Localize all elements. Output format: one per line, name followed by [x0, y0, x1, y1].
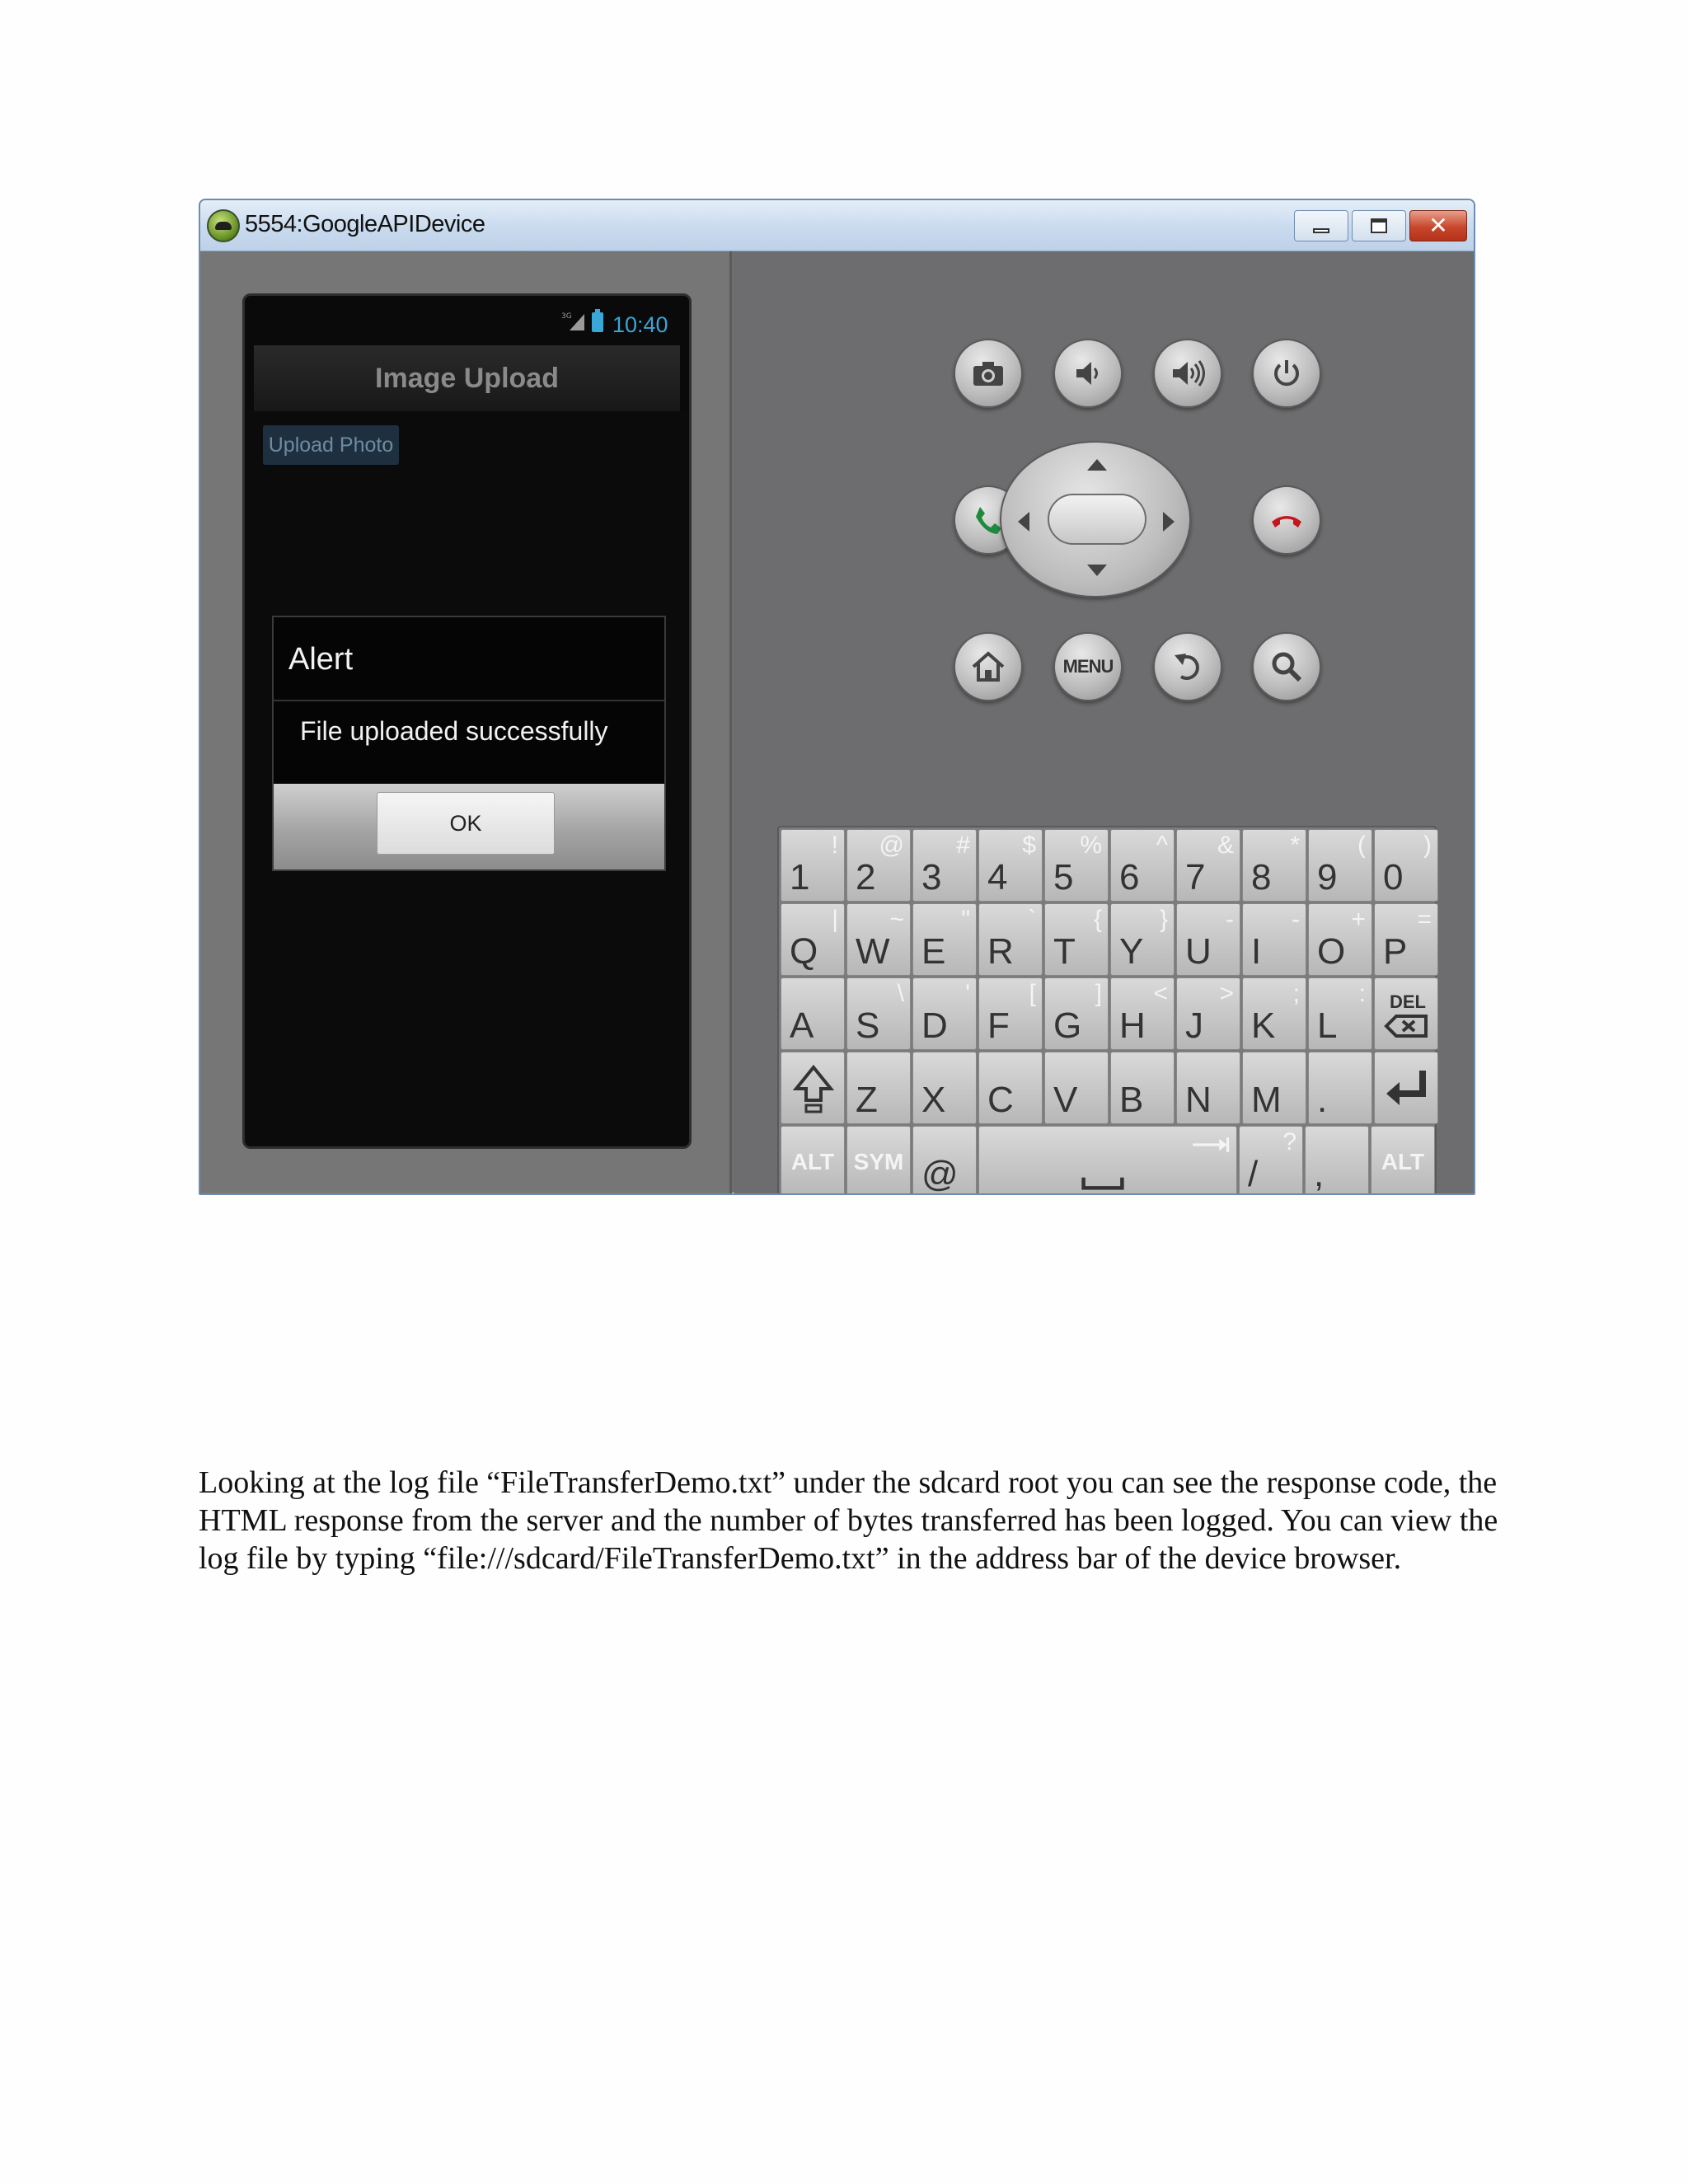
volume-down-button[interactable] [1053, 339, 1123, 408]
key-c[interactable] [978, 1052, 1043, 1124]
key-a[interactable] [781, 977, 845, 1050]
key-y[interactable] [1110, 903, 1175, 976]
minimize-icon [1313, 228, 1329, 233]
key-primary-label: K [1251, 1005, 1276, 1046]
key-j[interactable] [1176, 977, 1240, 1050]
key-primary-label: P [1383, 931, 1408, 972]
window-title: 5554:GoogleAPIDevice [245, 211, 485, 237]
android-app-icon [207, 209, 240, 242]
key-secondary-label: = [1417, 906, 1432, 933]
key-m[interactable] [1242, 1052, 1306, 1124]
device-screen-panel [200, 251, 732, 1193]
key-w[interactable] [846, 903, 911, 976]
key-h[interactable] [1110, 977, 1175, 1050]
key-9[interactable] [1308, 829, 1372, 902]
dpad-up-arrow-icon[interactable] [1087, 459, 1107, 471]
dpad-left-arrow-icon[interactable] [1018, 512, 1029, 532]
key-secondary-label: > [1219, 980, 1234, 1007]
key-secondary-label: - [1292, 906, 1300, 933]
key-alt-left[interactable]: ALT [781, 1126, 845, 1195]
key-primary-label: D [921, 1005, 948, 1046]
keyboard-row-numbers [781, 829, 1433, 902]
search-icon [1267, 647, 1306, 687]
key-at[interactable]: @ [912, 1126, 977, 1195]
key-primary-label: 9 [1317, 857, 1338, 898]
delete-icon [1375, 978, 1439, 1051]
key-primary-label: V [1053, 1080, 1078, 1120]
key-u[interactable] [1176, 903, 1240, 976]
enter-arrow-icon [1375, 1052, 1439, 1125]
upload-photo-button[interactable]: Upload Photo [263, 425, 399, 465]
close-button[interactable] [1409, 210, 1467, 241]
key-secondary-label: ] [1095, 980, 1102, 1007]
hardware-controls-panel [734, 251, 1474, 1193]
key-secondary-label: " [961, 906, 970, 933]
home-button[interactable] [954, 632, 1023, 701]
keyboard-row-asdf [781, 977, 1433, 1050]
key-secondary-label: \ [897, 980, 904, 1007]
key-4[interactable] [978, 829, 1043, 902]
home-icon [968, 647, 1008, 687]
status-time: 10:40 [612, 312, 668, 337]
back-button[interactable] [1153, 632, 1222, 701]
app-title-bar [254, 345, 680, 411]
svg-text:3G: 3G [561, 312, 572, 321]
volume-down-icon [1068, 354, 1108, 393]
space-bar-icon [1080, 1176, 1126, 1191]
key-secondary-label: ! [831, 832, 838, 859]
key-secondary-label: : [1358, 980, 1366, 1007]
key-z[interactable] [846, 1052, 911, 1124]
key-primary-label: I [1251, 931, 1262, 972]
title-bar[interactable] [200, 200, 1474, 251]
key-secondary-label: ( [1357, 832, 1366, 859]
key-2[interactable] [846, 829, 911, 902]
key-primary-label: F [987, 1005, 1010, 1046]
maximize-icon [1371, 218, 1387, 233]
signal-icon [561, 311, 584, 330]
close-icon: ✕ [1428, 212, 1448, 239]
key-secondary-label: | [832, 906, 838, 933]
key-i[interactable] [1242, 903, 1306, 976]
key-secondary-label: - [1226, 906, 1234, 933]
key-f[interactable] [978, 977, 1043, 1050]
phone-screen[interactable] [242, 293, 692, 1149]
key-secondary-label: * [1290, 832, 1300, 859]
key-secondary-label: { [1093, 906, 1102, 933]
key-secondary-label: % [1080, 832, 1102, 859]
key-o[interactable] [1308, 903, 1372, 976]
status-bar [245, 296, 689, 345]
dpad-down-arrow-icon[interactable] [1087, 565, 1107, 576]
key-5[interactable] [1044, 829, 1109, 902]
key-space[interactable] [978, 1126, 1237, 1195]
dpad-center-button[interactable] [1048, 494, 1146, 545]
key-primary-label: 1 [790, 857, 810, 898]
key-primary-label: B [1119, 1080, 1144, 1120]
key-secondary-label: ~ [889, 906, 904, 933]
key-primary-label: H [1119, 1005, 1146, 1046]
key-primary-label: . [1317, 1080, 1328, 1120]
key-6[interactable] [1110, 829, 1175, 902]
key-secondary-label: < [1153, 980, 1168, 1007]
key-k[interactable] [1242, 977, 1306, 1050]
minimize-button[interactable] [1294, 210, 1348, 241]
back-icon [1168, 647, 1207, 687]
key-d[interactable] [912, 977, 977, 1050]
key-secondary-label: + [1351, 906, 1366, 933]
key-primary-label: 5 [1053, 857, 1074, 898]
tab-arrow-icon [1190, 1135, 1230, 1155]
key-primary-label: R [987, 931, 1014, 972]
key-primary-label: X [921, 1080, 946, 1120]
key-n[interactable] [1176, 1052, 1240, 1124]
key-primary-label: U [1185, 931, 1212, 972]
key-primary-label: E [921, 931, 946, 972]
key-primary-label: 8 [1251, 857, 1272, 898]
menu-button[interactable] [1053, 632, 1123, 701]
volume-up-button[interactable] [1153, 339, 1222, 408]
key-0[interactable] [1374, 829, 1438, 902]
key-primary-label: 6 [1119, 857, 1140, 898]
search-button[interactable] [1252, 632, 1321, 701]
key-7[interactable] [1176, 829, 1240, 902]
camera-icon [968, 354, 1008, 393]
key-primary-label: G [1053, 1005, 1082, 1046]
key-primary-label: O [1317, 931, 1346, 972]
battery-icon [592, 312, 603, 332]
key-primary-label: T [1053, 931, 1076, 972]
key-q[interactable] [781, 903, 845, 976]
key-1[interactable] [781, 829, 845, 902]
alert-dialog [272, 616, 666, 871]
key-l[interactable] [1308, 977, 1372, 1050]
key-primary-label: J [1185, 1005, 1203, 1046]
power-button[interactable] [1252, 339, 1321, 408]
key-primary-label: W [856, 931, 890, 972]
key-del[interactable] [1374, 977, 1438, 1050]
dialog-message: File uploaded successfully [300, 716, 608, 746]
key-primary-label: 0 [1383, 857, 1404, 898]
keyboard-row-zxcv [781, 1052, 1433, 1124]
key-enter[interactable] [1374, 1052, 1438, 1124]
camera-button[interactable] [954, 339, 1023, 408]
key-b[interactable] [1110, 1052, 1175, 1124]
key-secondary-label: ` [1028, 906, 1036, 933]
dpad[interactable] [1000, 441, 1191, 598]
key-g[interactable] [1044, 977, 1109, 1050]
key-secondary-label: ) [1423, 832, 1432, 859]
keyboard-row-bottom [781, 1126, 1433, 1195]
key-primary-label: A [790, 1005, 814, 1046]
key-primary-label: Y [1119, 931, 1144, 972]
shift-arrow-icon [781, 1052, 846, 1125]
maximize-button[interactable] [1352, 210, 1406, 241]
key-secondary-label: [ [1029, 980, 1036, 1007]
key-secondary-label: } [1159, 906, 1168, 933]
key-primary-label: L [1317, 1005, 1338, 1046]
key-secondary-label: # [956, 832, 970, 859]
key-shift[interactable] [781, 1052, 845, 1124]
key-primary-label: Q [790, 931, 818, 972]
key-secondary-label: @ [879, 832, 904, 859]
key-period[interactable] [1308, 1052, 1372, 1124]
body-paragraph: Looking at the log file “FileTransferDemo.txt” under the sdcard root you can see the response code, the HTML response from the server and the number of bytes transferred has been logged. You can view the log file by typing “file:///sdcard/FileTransferDemo.txt” in the address bar of the device browser. [199, 1465, 1498, 1576]
key-alt-right[interactable]: ALT [1371, 1126, 1435, 1195]
key-sym[interactable]: SYM [846, 1126, 911, 1195]
key-primary-label: C [987, 1080, 1014, 1120]
key-e[interactable] [912, 903, 977, 976]
emulator-window [199, 199, 1475, 1195]
app-title: Image Upload [375, 362, 559, 394]
key-v[interactable] [1044, 1052, 1109, 1124]
ok-button[interactable]: OK [377, 792, 555, 855]
key-primary-label: 7 [1185, 857, 1206, 898]
end-call-icon [1267, 500, 1306, 540]
dialog-title: Alert [274, 617, 664, 701]
key-primary-label: 4 [987, 857, 1008, 898]
key-comma[interactable]: , [1305, 1126, 1369, 1195]
dpad-right-arrow-icon[interactable] [1163, 512, 1175, 532]
key-s[interactable] [846, 977, 911, 1050]
keyboard-row-qwerty [781, 903, 1433, 976]
key-t[interactable] [1044, 903, 1109, 976]
power-icon [1267, 354, 1306, 393]
key-secondary-label: $ [1022, 832, 1036, 859]
key-r[interactable] [978, 903, 1043, 976]
key-primary-label: N [1185, 1080, 1212, 1120]
key-x[interactable] [912, 1052, 977, 1124]
key-primary-label: M [1251, 1080, 1282, 1120]
menu-label: MENU [1062, 656, 1114, 677]
key-secondary-label: ^ [1156, 832, 1168, 859]
key-slash[interactable]: / ? [1239, 1126, 1303, 1195]
key-8[interactable] [1242, 829, 1306, 902]
key-primary-label: 3 [921, 857, 942, 898]
key-primary-label: S [856, 1005, 880, 1046]
end-call-button[interactable] [1252, 485, 1321, 555]
key-secondary-label: ' [965, 980, 970, 1007]
key-3[interactable] [912, 829, 977, 902]
volume-up-icon [1168, 354, 1207, 393]
key-p[interactable] [1374, 903, 1438, 976]
dialog-button-bar [274, 784, 664, 869]
key-secondary-label: ; [1292, 980, 1300, 1007]
key-primary-label: Z [856, 1080, 878, 1120]
svg-text:DEL: DEL [1390, 991, 1426, 1012]
qwerty-keyboard [777, 826, 1437, 1195]
key-secondary-label: & [1217, 832, 1234, 859]
key-primary-label: 2 [856, 857, 876, 898]
